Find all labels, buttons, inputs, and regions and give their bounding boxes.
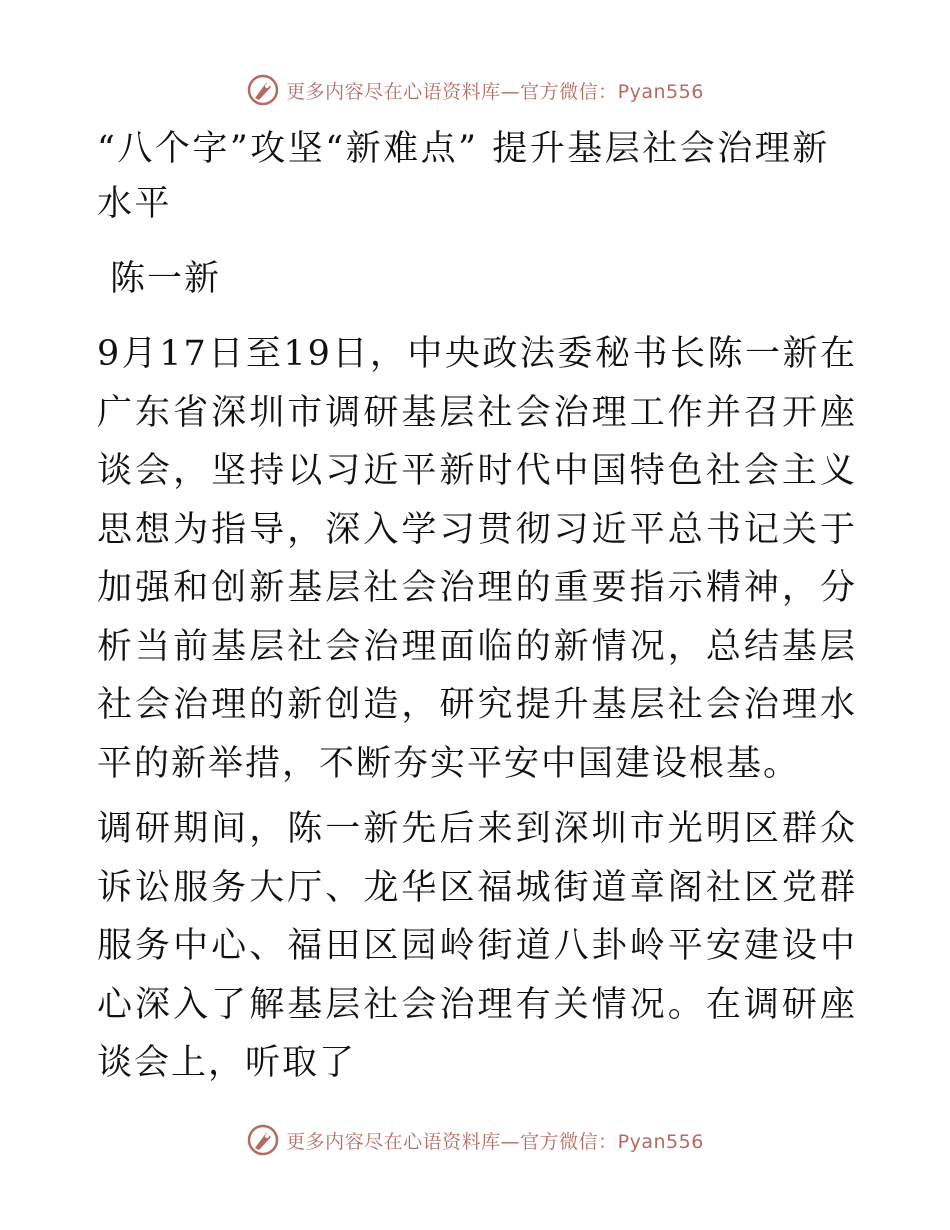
watermark-banner-top — [0, 70, 950, 110]
watermark-text: 更多内容尽在心语资料库—官方微信：Pyan556 — [286, 1130, 704, 1153]
pen-nib-logo-icon — [246, 73, 280, 107]
page-title: “八个字”攻坚“新难点” 提升基层社会治理新水平 — [97, 129, 830, 224]
watermark-banner-bottom — [0, 1120, 950, 1160]
paragraph-2: 调研期间，陈一新先后来到深圳市光明区群众诉讼服务大厅、龙华区福城街道章阁社区党群服务中心、福田区园岭街道八卦岭平安建设中心深入了解基层社会治理有关情况。在调研座谈会上，听取了 — [97, 809, 857, 1083]
watermark-text: 更多内容尽在心语资料库—官方微信：Pyan556 — [286, 80, 704, 103]
paragraph-1: 9月17日至19日，中央政法委秘书长陈一新在广东省深圳市调研基层社会治理工作并召开座谈会，坚持以习近平新时代中国特色社会主义思想为指导，深入学习贯彻习近平总书记关于加强和创新基层社会治理的重要指示精神，分析当前基层社会治理面临的新情况，总结基层社会治理的新创造，研究提升基层社会治理水平的新举措，不断夯实平安中国建设根基。 — [97, 334, 857, 784]
author-name: 陈一新 — [110, 259, 222, 299]
pen-nib-logo-icon — [246, 1123, 280, 1157]
